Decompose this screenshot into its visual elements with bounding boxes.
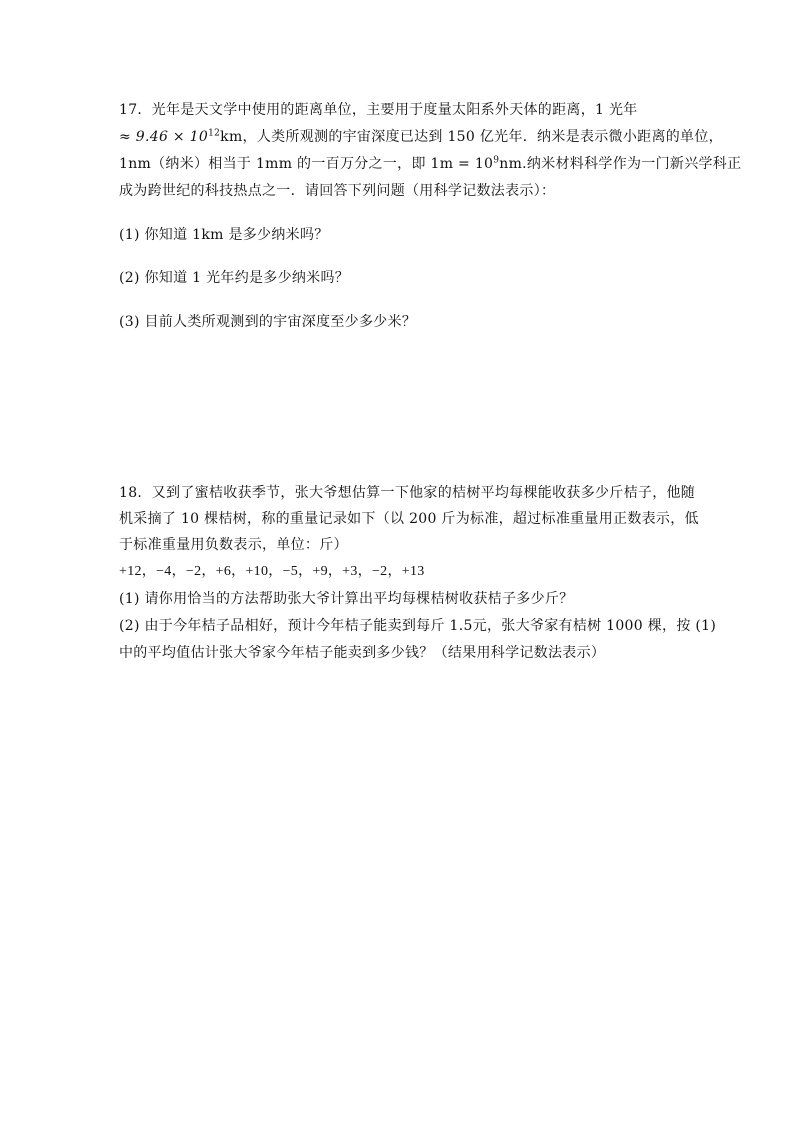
q17-part-3: (3) 目前人类所观测到的宇宙深度至少多少米？ <box>119 314 417 330</box>
q17-line-1: 17．光年是天文学中使用的距离单位，主要用于度量太阳系外天体的距离，1 光年 <box>119 102 638 118</box>
q18-part-2-line-1: (2) 由于今年桔子品相好，预计今年桔子能卖到每斤 1.5元，张大爷家有桔树 1000 棵，按 (1) <box>119 618 717 634</box>
q17-line-3-exponent: 9 <box>493 155 500 166</box>
q17-part-1: (1) 你知道 1km 是多少纳米吗？ <box>119 227 329 243</box>
q17-line-4: 成为跨世纪的科技热点之一．请回答下列问题（用科学记数法表示）： <box>119 183 556 199</box>
q18-data: +12，−4，−2，+6，+10，−5，+9，+3，−2，+13 <box>119 564 425 579</box>
q17-line-2-exponent: 12 <box>208 128 221 139</box>
q18-part-2-line-2: 中的平均值估计张大爷家今年桔子能卖到多少钱？（结果用科学记数法表示） <box>119 645 606 661</box>
q17-line-3-b: nm.纳米材料科学作为一门新兴学科正 <box>499 156 742 172</box>
q17-line-2-b: km，人类所观测的宇宙深度已达到 150 亿光年．纳米是表示微小距离的单位， <box>220 129 723 145</box>
q17-line-2 <box>119 127 723 147</box>
q18-line-3: 于标准重量用负数表示，单位：斤） <box>119 537 348 553</box>
q17-line-3-a: 1nm（纳米）相当于 1mm 的一百万分之一，即 1m = 10 <box>119 156 494 172</box>
q17-line-2-a: ≈ 9.46 × 10 <box>119 129 209 145</box>
q17-part-2: (2) 你知道 1 光年约是多少纳米吗？ <box>119 270 350 286</box>
q18-line-2: 机采摘了 10 棵桔树，称的重量记录如下（以 200 斤为标准，超过标准重量用正数表示，低 <box>119 511 699 527</box>
q18-part-1: (1) 请你用恰当的方法帮助张大爷计算出平均每棵桔树收获桔子多少斤？ <box>119 591 574 607</box>
q18-line-1: 18．又到了蜜桔收获季节，张大爷想估算一下他家的桔树平均每棵能收获多少斤桔子，他随 <box>119 485 696 501</box>
q17-line-3 <box>119 154 741 174</box>
